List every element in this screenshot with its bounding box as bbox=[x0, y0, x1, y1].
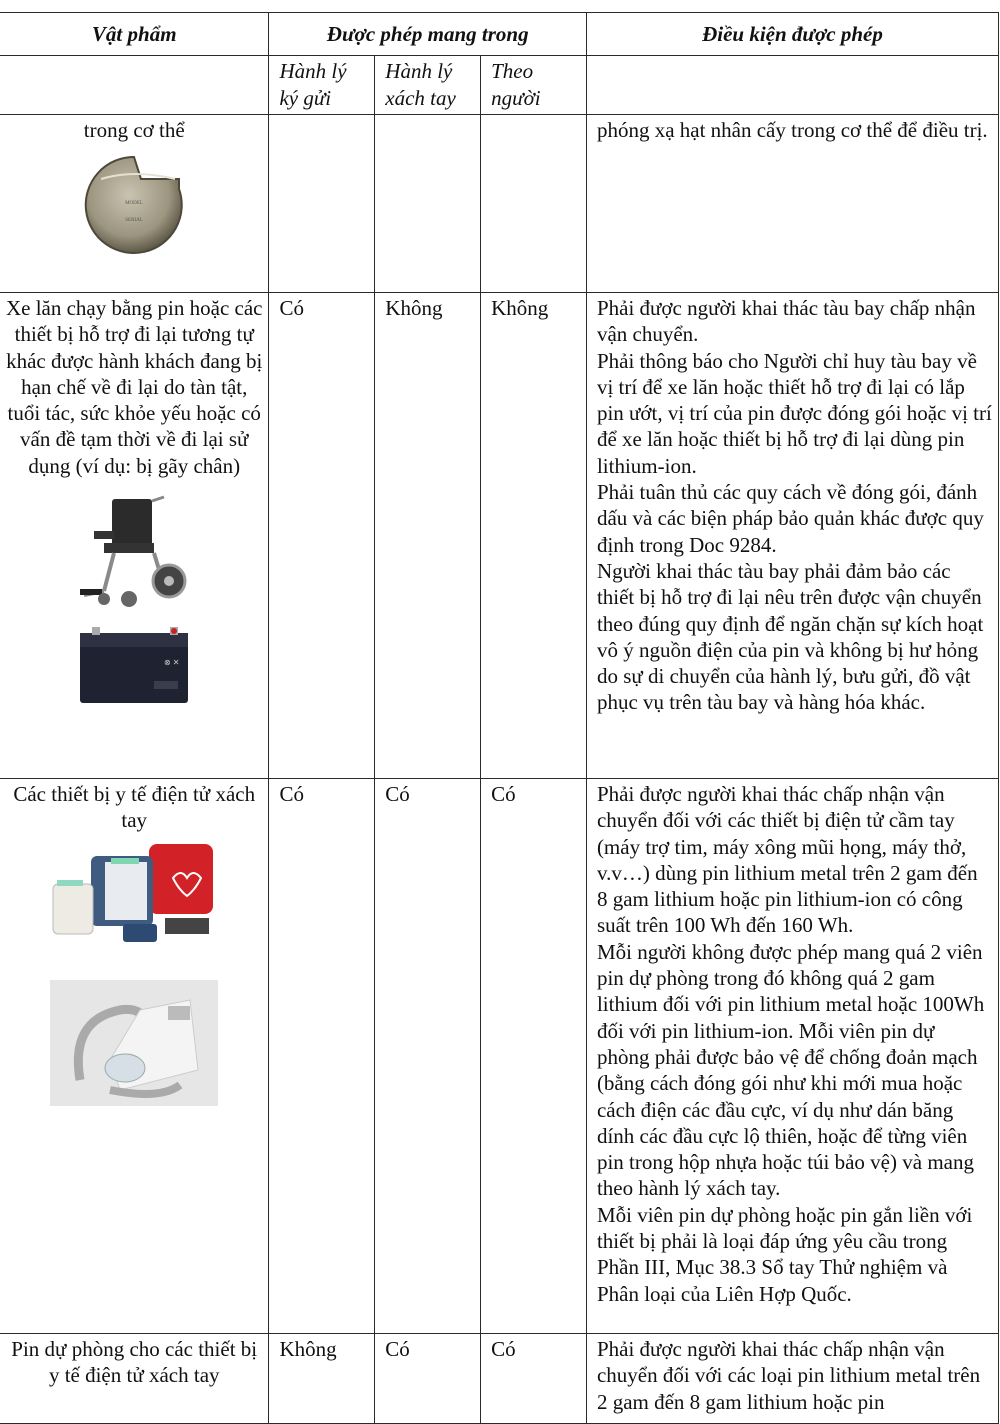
subheader-checked: Hành lý ký gửi bbox=[269, 56, 375, 115]
condition-text: Mỗi viên pin dự phòng hoặc pin gắn liền với thiết bị phải là loại đáp ứng yêu cầu trong Phần III, Mục 38.3 Sổ tay Thử nghiệm và Phân loại của Liên Hợp Quốc. bbox=[596, 1202, 973, 1306]
subheader-empty bbox=[0, 56, 269, 115]
dangerous-goods-table bbox=[0, 12, 999, 1424]
svg-text:MODEL: MODEL bbox=[125, 201, 144, 207]
carry-on-cell: Có bbox=[375, 779, 481, 1334]
checked-cell: Có bbox=[269, 779, 375, 1334]
table-row bbox=[0, 115, 999, 293]
condition-text: Phải được người khai thác chấp nhận vận chuyển đối với các loại pin lithium metal trên 2 gam đến 8 gam lithium hoặc pin bbox=[596, 1337, 981, 1414]
item-cell bbox=[0, 779, 269, 1334]
carry-on-cell: Có bbox=[375, 1334, 481, 1424]
item-name: Xe lăn chạy bằng pin hoặc các thiết bị hỗ trợ đi lại tương tự khác được hành khách đang bị hạn chế về đi lại do tàn tật, tuổi tác, sức khỏe yếu hoặc có vấn đề tạm thời về đi lại sử dụng (ví dụ: bị gãy chân) bbox=[5, 296, 263, 478]
on-person-cell bbox=[481, 115, 587, 293]
on-person-cell: Có bbox=[481, 779, 587, 1334]
on-person-cell: Có bbox=[481, 1334, 587, 1424]
checked-cell: Có bbox=[269, 293, 375, 779]
subheader-row bbox=[0, 56, 999, 115]
subheader-on-person: Theo người bbox=[481, 56, 587, 115]
table-row bbox=[0, 293, 999, 779]
subheader-carry-on: Hành lý xách tay bbox=[375, 56, 481, 115]
battery-image bbox=[74, 619, 194, 709]
item-name: Pin dự phòng cho các thiết bị y tế điện tử xách tay bbox=[11, 1337, 258, 1388]
conditions-cell bbox=[586, 115, 998, 293]
carry-on-cell: Không bbox=[375, 293, 481, 779]
svg-text:⊗ ✕: ⊗ ✕ bbox=[164, 658, 180, 668]
defibrillator-image bbox=[49, 840, 219, 950]
conditions-cell bbox=[586, 779, 998, 1334]
subheader-empty bbox=[586, 56, 998, 115]
condition-text: Mỗi người không được phép mang quá 2 viên pin dự phòng trong đó không quá 2 gam lithium đối với pin lithium metal hoặc 100Wh đối với pin lithium-ion. Mỗi viên pin dự phòng phải được bảo vệ để chống đoản mạch (bằng cách đóng gói như khi mới mua hoặc cách điện các đầu cực, ví dụ như dán băng dính các đầu cực lộ thiên, hoặc để từng viên pin trong hộp nhựa hoặc túi bảo vệ) và mang theo hành lý xách tay. bbox=[596, 939, 985, 1201]
condition-text: Phải được người khai thác chấp nhận vận chuyển đối với các thiết bị điện tử cầm tay (máy trợ tim, máy xông mũi họng, máy thở, v.v…) dùng pin lithium metal trên 2 gam đến 8 gam lithium hoặc pin lithium-ion có công suất trên 100 Wh đến 160 Wh. bbox=[596, 782, 978, 938]
item-cell bbox=[0, 1334, 269, 1424]
condition-text: Phải được người khai thác tàu bay chấp nhận vận chuyển. bbox=[596, 296, 976, 347]
header-row bbox=[0, 13, 999, 56]
item-name: Các thiết bị y tế điện tử xách tay bbox=[13, 782, 256, 833]
condition-text: Phải thông báo cho Người chỉ huy tàu bay về vị trí để xe lăn hoặc thiết hỗ trợ đi lại có lắp pin ướt, vị trí của pin được đóng gói hoặc vị trí để xe lăn hoặc thiết bị hỗ trợ đi lại dùng pin lithium-ion. bbox=[596, 348, 992, 478]
header-allowed-in: Được phép mang trong bbox=[269, 13, 586, 56]
table-row bbox=[0, 779, 999, 1334]
conditions-cell bbox=[586, 1334, 998, 1424]
header-item: Vật phẩm bbox=[0, 13, 269, 56]
cpap-machine-image bbox=[50, 980, 218, 1106]
carry-on-cell bbox=[375, 115, 481, 293]
checked-cell bbox=[269, 115, 375, 293]
conditions-cell bbox=[586, 293, 998, 779]
on-person-cell: Không bbox=[481, 293, 587, 779]
item-cell bbox=[0, 293, 269, 779]
item-cell bbox=[0, 115, 269, 293]
condition-text: Người khai thác tàu bay phải đảm bảo các thiết bị hỗ trợ đi lại nêu trên được vận chuyển theo đúng quy định để ngăn chặn sự kích hoạt vô ý nguồn điện của pin và không bị hư hỏng do sự di chuyển của hành lý, bưu gửi, đồ vật phục vụ trên tàu bay và hàng hóa khác. bbox=[596, 558, 984, 715]
header-conditions: Điều kiện được phép bbox=[586, 13, 998, 56]
item-name: trong cơ thể bbox=[83, 118, 185, 142]
condition-text: phóng xạ hạt nhân cấy trong cơ thể để điều trị. bbox=[596, 118, 988, 142]
pacemaker-image bbox=[79, 149, 189, 259]
svg-text:SERIAL: SERIAL bbox=[125, 218, 143, 224]
checked-cell: Không bbox=[269, 1334, 375, 1424]
wheelchair-image bbox=[74, 491, 194, 611]
condition-text: Phải tuân thủ các quy cách về đóng gói, đánh dấu và các biện pháp bảo quản khác được quy định trong Doc 9284. bbox=[596, 480, 984, 557]
table-row bbox=[0, 1334, 999, 1424]
